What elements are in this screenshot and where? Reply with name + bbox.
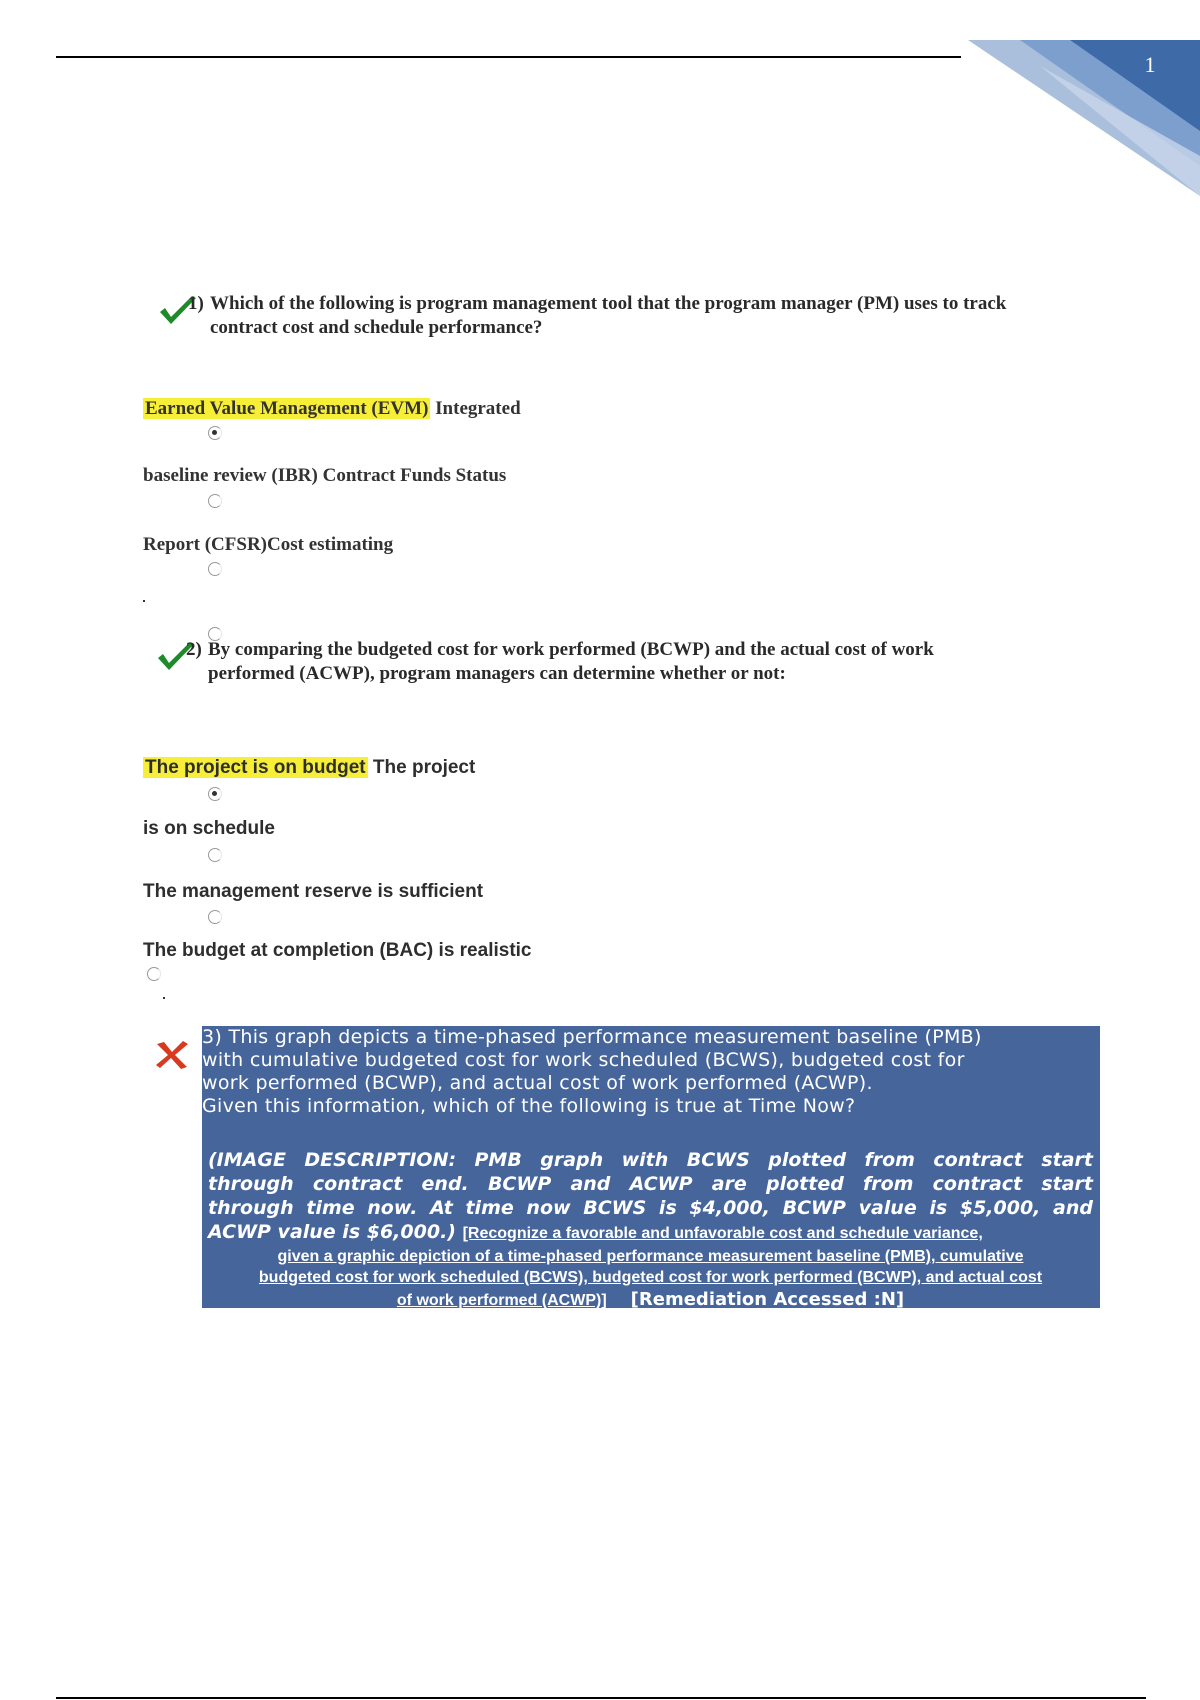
- cross-icon: [154, 1040, 190, 1070]
- q2-option-2-radio[interactable]: [208, 848, 222, 862]
- question-1-number: 1): [188, 293, 204, 314]
- question-3-line-2: with cumulative budgeted cost for work scheduled (BCWS), budgeted cost for: [202, 1049, 965, 1071]
- question-2-line-1: By comparing the budgeted cost for work performed (BCWP) and the actual cost of work: [208, 639, 934, 660]
- question-3-text: [202, 1026, 1097, 1118]
- remediation-link-part-1[interactable]: [Recognize a favorable and unfavorable cost and schedule variance,: [462, 1225, 983, 1242]
- question-3-box: [202, 1026, 1100, 1308]
- question-2-line-2: performed (ACWP), program managers can determine whether or not:: [208, 663, 786, 684]
- header-rule: [56, 56, 961, 58]
- question-2-number: 2): [186, 639, 202, 660]
- q2-option-3-radio[interactable]: [208, 910, 222, 924]
- q2-option-4-label: The budget at completion (BAC) is realistic: [143, 940, 532, 961]
- q1-trailing-mark: [143, 600, 145, 602]
- q2-trailing-mark: [163, 997, 165, 999]
- q1-option-1-rest: Integrated: [430, 398, 521, 419]
- q1-option-2-label: baseline review (IBR) Contract Funds Status: [143, 465, 507, 486]
- remediation-link-line-2[interactable]: given a graphic depiction of a time-phased performance measurement baseline (PMB), cumulative: [277, 1248, 1024, 1265]
- footer-rule: [56, 1697, 1146, 1699]
- question-3-line-3: work performed (BCWP), and actual cost of work performed (ACWP).: [202, 1072, 873, 1094]
- remediation-link-line-4[interactable]: of work performed (ACWP)]: [396, 1292, 607, 1309]
- image-description-line-3: through time now. At time now BCWS is $4,000, BCWP value is $5,000, and: [208, 1197, 1093, 1219]
- q1-option-3-radio[interactable]: [208, 562, 222, 576]
- q1-option-2-radio[interactable]: [208, 494, 222, 508]
- q2-option-4-radio[interactable]: [147, 967, 161, 981]
- image-description-line-4: [208, 1220, 1093, 1246]
- q2-option-2-label: is on schedule: [143, 818, 275, 839]
- question-2-text: [208, 638, 1088, 686]
- image-description-value: ACWP value is $6,000.): [208, 1221, 456, 1243]
- remediation-row: [208, 1288, 1093, 1312]
- q2-option-1-rest: The project: [367, 757, 476, 778]
- question-1-line-2: contract cost and schedule performance?: [210, 317, 543, 338]
- q1-option-1-highlight: Earned Value Management (EVM): [145, 398, 429, 419]
- remediation-link-line-3[interactable]: budgeted cost for work scheduled (BCWS), budgeted cost for work performed (BCWP), and actual cost: [258, 1269, 1043, 1286]
- image-description-line-1: (IMAGE DESCRIPTION: PMB graph with BCWS plotted from contract start: [208, 1149, 1093, 1171]
- question-3-line-1: 3) This graph depicts a time-phased performance measurement baseline (PMB): [202, 1026, 982, 1048]
- q2-option-1-highlight: The project is on budget: [145, 757, 366, 778]
- question-3-line-4: Given this information, which of the following is true at Time Now?: [202, 1095, 856, 1117]
- q1-option-1-radio[interactable]: [208, 426, 222, 440]
- remediation-status: [Remediation Accessed :N]: [630, 1289, 905, 1310]
- q2-option-1-radio[interactable]: [208, 787, 222, 801]
- q1-option-1-label: [143, 398, 521, 420]
- q1-option-3-label: Report (CFSR)Cost estimating: [143, 534, 394, 555]
- image-description-line-2: through contract end. BCWP and ACWP are plotted from contract start: [208, 1173, 1093, 1195]
- question-1-text: [210, 292, 1090, 340]
- image-description: [208, 1148, 1093, 1312]
- page-number: 1: [1144, 52, 1156, 77]
- question-1-line-1: Which of the following is program management tool that the program manager (PM) uses to track: [210, 293, 1007, 314]
- q2-option-3-label: The management reserve is sufficient: [143, 881, 484, 902]
- q2-option-1-label: [143, 757, 475, 779]
